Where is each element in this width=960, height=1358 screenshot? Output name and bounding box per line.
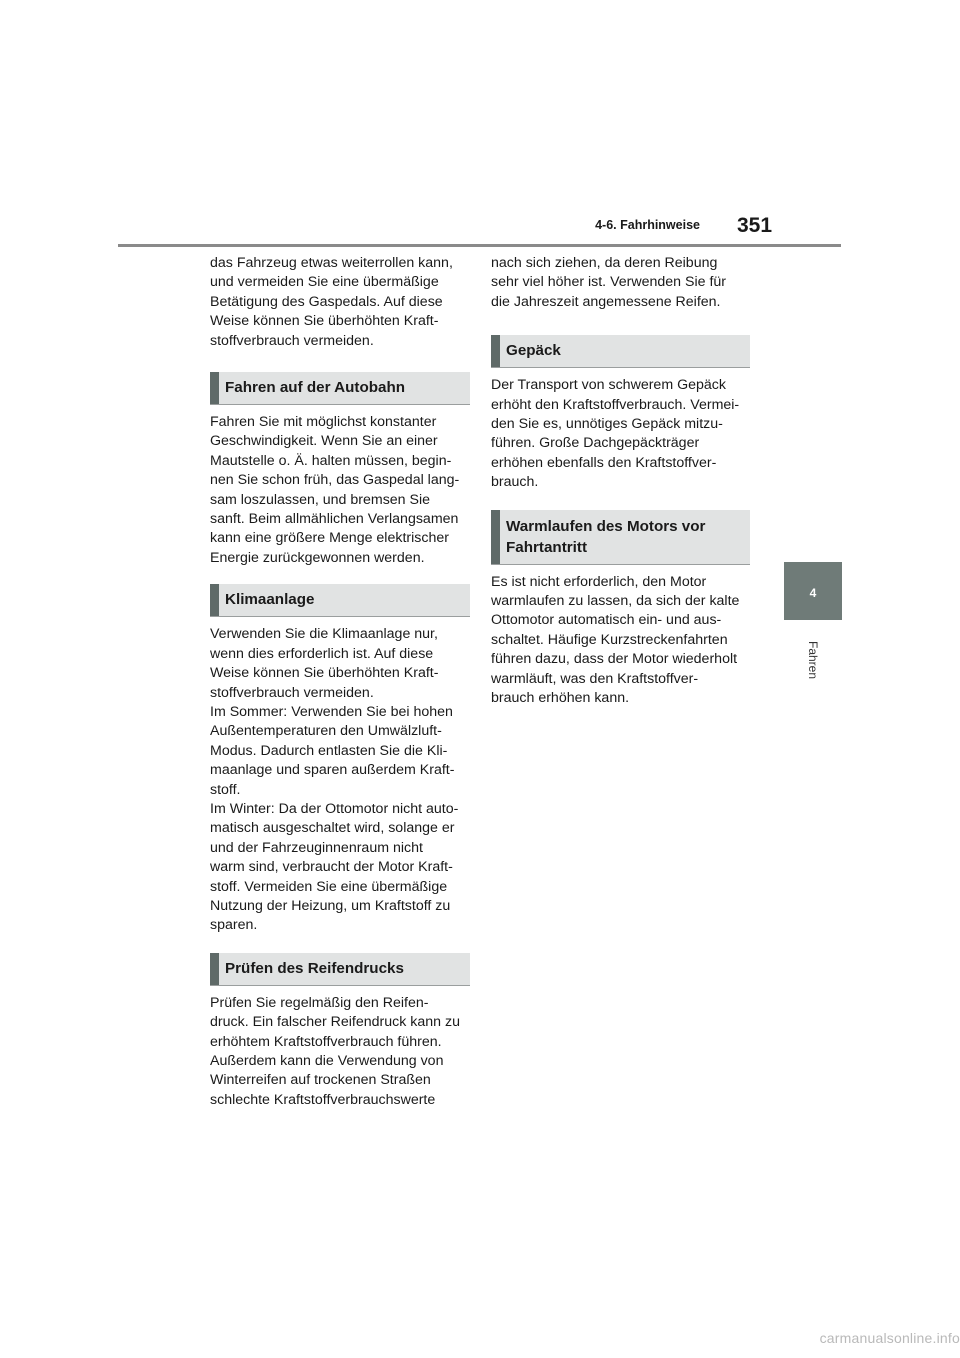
intro-paragraph: das Fahrzeug etwas weiterrollen kann, und vermeiden Sie eine übermäßige Betätigung des Gaspedals. Auf diese Weise können Sie überhöhten Kraft- stoffverbrauch vermeiden. [210,255,453,349]
warmlaufen-paragraph: Es ist nicht erforderlich, den Motor warmlaufen zu lassen, da sich der kalte Ottomotor automatisch ein- und aus- schaltet. Häufige Kurzstreckenfahrten führen dazu, dass der Motor wiederholt warmläuft, was den Kraftstoffver- brauch erhöhen kann. [491,573,740,707]
section-heading-autobahn: Fahren auf der Autobahn [210,372,470,404]
right-column [491,254,750,709]
page-number: 351 [737,214,773,237]
autobahn-paragraph: Fahren Sie mit möglichst konstanter Geschwindigkeit. Wenn Sie an einer Mautstelle o. Ä. halten müssen, begin- nen Sie schon früh, das Gaspedal lang- sam loszulassen, und bremsen Sie sanft. Beim allmählichen Verlangsamen kann eine größere Menge elektrischer Energie zurückgewonnen werden. [210,414,460,566]
header-rule [118,244,841,247]
reifendruck-continued-paragraph: nach sich ziehen, da deren Reibung sehr viel höher ist. Verwenden Sie für die Jahreszeit angemessene Reifen. [491,255,727,310]
reifendruck-paragraph: Prüfen Sie regelmäßig den Reifen- druck. Ein falscher Reifendruck kann zu erhöhtem Kraftstoffverbrauch führen. Außerdem kann die Verwendung von Winterreifen auf trockenen Straßen schlechte Kraftstoffverbrauchswerte [210,994,460,1108]
section-heading-warmlaufen: Warmlaufen des Motors vor Fahrtantritt [491,510,750,564]
section-heading-klimaanlage: Klimaanlage [210,584,470,616]
left-column [210,254,470,1110]
chapter-tab-label: Fahren [806,640,820,680]
header-section-title: 4-6. Fahrhinweise [595,218,700,232]
gepaeck-paragraph: Der Transport von schwerem Gepäck erhöht den Kraftstoffverbrauch. Vermei- den Sie es, unnötiges Gepäck mitzu- führen. Große Dachgepäckträger erhöhen ebenfalls den Kraftstoffver- brauch. [491,377,740,491]
footer-watermark: carmanualsonline.info [819,1330,960,1346]
klimaanlage-paragraph: Verwenden Sie die Klimaanlage nur, wenn dies erforderlich ist. Auf diese Weise können Sie überhöhten Kraft- stoffverbrauch vermeiden. Im Sommer: Verwenden Sie bei hohen Außentemperaturen den Umwälzluft- Modus. Dadurch entlasten Sie die Kli- maanlage und sparen außerdem Kraft- stoff. Im Winter: Da der Ottomotor nicht auto- matisch ausgeschaltet wird, solange er und der Fahrzeuginnenraum nicht warm sind, verbraucht der Motor Kraft- stoff. Vermeiden Sie eine übermäßige Nutzung der Heizung, um Kraftstoff zu sparen. [210,626,459,934]
section-heading-reifendruck: Prüfen des Reifendrucks [210,953,470,985]
chapter-tab-number: 4 [809,586,817,600]
section-heading-gepaeck: Gepäck [491,335,750,367]
